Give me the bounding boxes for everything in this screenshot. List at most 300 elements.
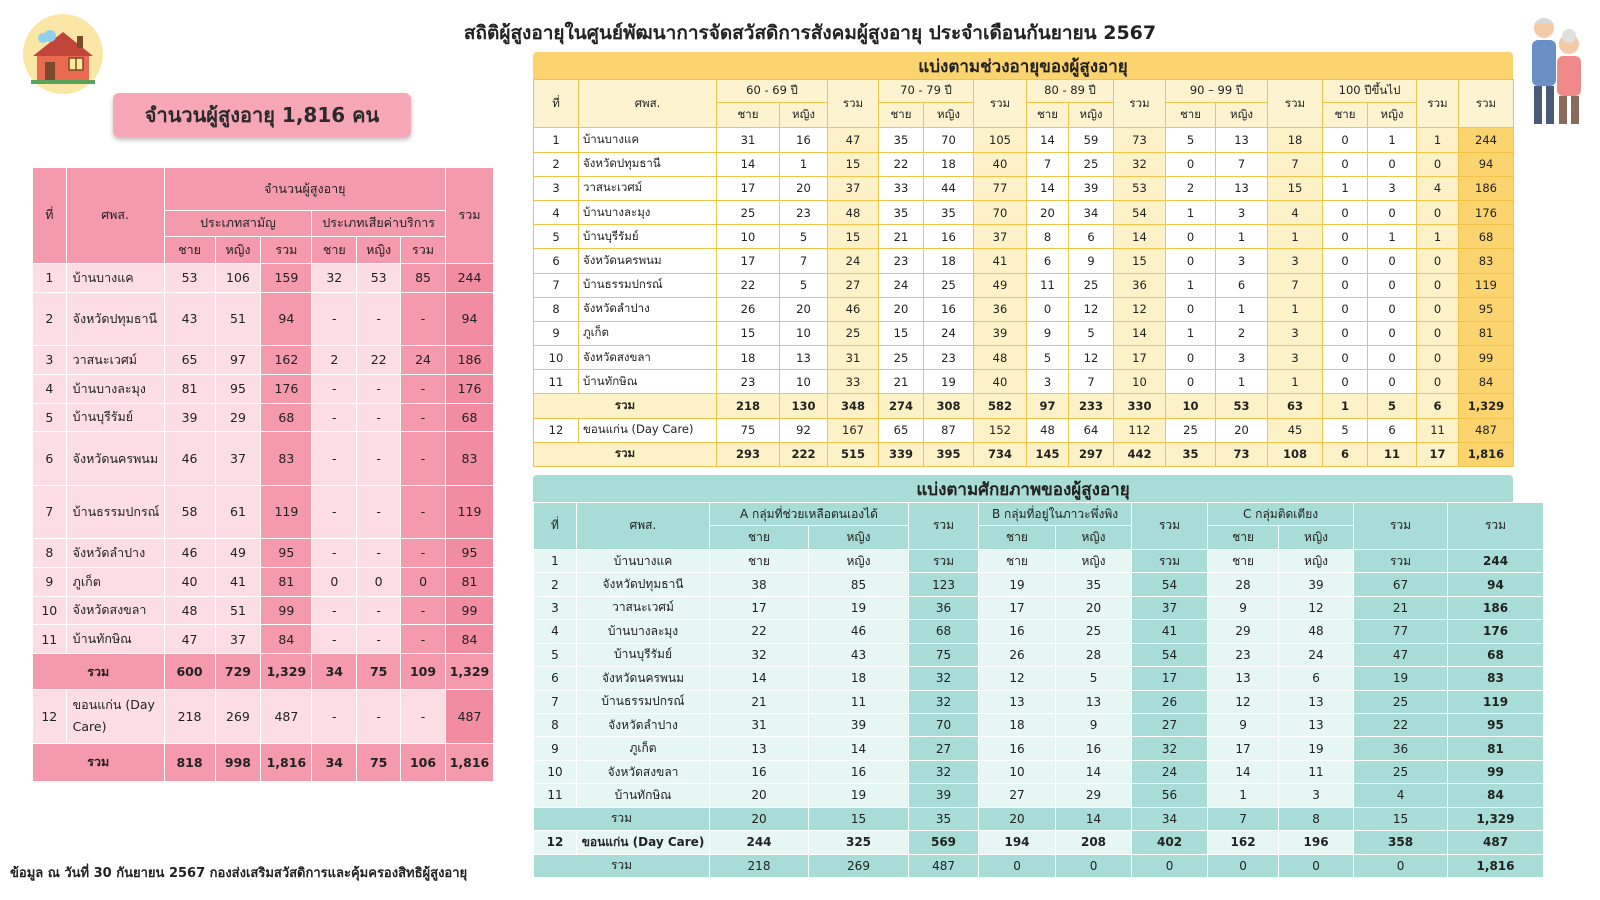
regular-value: 61: [215, 485, 261, 538]
group-value: 27: [909, 737, 979, 760]
group-value: 0: [1417, 370, 1459, 394]
group-value: 37: [974, 225, 1027, 249]
group-value: 85: [809, 573, 909, 596]
group-value: 3: [1216, 249, 1268, 273]
row-total: 244: [1459, 128, 1514, 152]
group-value: 28: [1208, 573, 1279, 596]
group-value: 244: [710, 831, 809, 854]
group-value: 14: [1114, 321, 1166, 345]
group-value: 12: [1208, 690, 1279, 713]
group-value: รวม: [909, 549, 979, 572]
regular-value: 58: [164, 485, 215, 538]
group-value: 18: [1268, 128, 1323, 152]
group-value: 19: [1279, 737, 1354, 760]
elderly-couple-icon: [1522, 10, 1592, 130]
center-name: ภูเก็ต: [66, 567, 164, 596]
group-value: 32: [710, 643, 809, 666]
group-value: 0: [1166, 370, 1216, 394]
regular-value: 818: [164, 743, 215, 781]
group-value: 0: [1417, 297, 1459, 321]
row-total: 81: [1459, 321, 1514, 345]
center-name: ขอนแก่น (Day Care): [577, 831, 710, 854]
group-value: 17: [1417, 442, 1459, 466]
group-value: 13: [1208, 667, 1279, 690]
paid-value: 0: [401, 567, 446, 596]
group-value: 1: [780, 152, 828, 176]
group-value: 39: [1069, 176, 1114, 200]
group-value: 35: [909, 807, 979, 830]
group-value: 13: [979, 690, 1056, 713]
group-value: 18: [717, 346, 780, 370]
header-sum: รวม: [974, 80, 1027, 128]
group-value: 18: [924, 152, 974, 176]
group-value: 23: [879, 249, 924, 273]
group-value: 20: [979, 807, 1056, 830]
header-male: ชาย: [1027, 103, 1069, 128]
group-value: 297: [1069, 442, 1114, 466]
group-value: 3: [1368, 176, 1417, 200]
row-total: 68: [1459, 225, 1514, 249]
group-value: 33: [879, 176, 924, 200]
group-value: 14: [1056, 807, 1132, 830]
group-value: 41: [974, 249, 1027, 273]
paid-value: -: [312, 538, 357, 567]
header-regular-type: ประเภทสามัญ: [164, 210, 312, 237]
paid-value: -: [312, 485, 357, 538]
group-value: ชาย: [710, 549, 809, 572]
center-name: จังหวัดปทุมธานี: [66, 292, 164, 345]
group-value: 0: [1323, 346, 1368, 370]
group-value: 16: [1056, 737, 1132, 760]
group-value: ชาย: [1208, 549, 1279, 572]
group-value: 22: [710, 620, 809, 643]
group-value: 269: [809, 854, 909, 877]
group-value: 73: [1216, 442, 1268, 466]
row-number: 6: [534, 667, 577, 690]
regular-value: 40: [164, 567, 215, 596]
paid-value: 106: [401, 743, 446, 781]
center-name: ขอนแก่น (Day Care): [579, 418, 717, 442]
header-group: B กลุ่มที่อยู่ในภาวะพึ่งพิง: [979, 503, 1132, 526]
row-number: 11: [534, 370, 579, 394]
group-value: 6: [1216, 273, 1268, 297]
table-row: [534, 596, 1544, 619]
paid-value: -: [401, 596, 446, 625]
row-number: 10: [33, 596, 67, 625]
regular-value: 29: [215, 403, 261, 432]
row-total: 176: [446, 374, 494, 403]
group-value: 67: [1354, 573, 1448, 596]
group-value: 35: [879, 200, 924, 224]
group-value: 0: [1323, 321, 1368, 345]
center-name: ขอนแก่น (Day Care): [66, 690, 164, 743]
group-value: 13: [1056, 690, 1132, 713]
center-name: บ้านบางแค: [577, 549, 710, 572]
table-row: [534, 831, 1544, 854]
group-value: รวม: [1354, 549, 1448, 572]
row-number: 3: [534, 596, 577, 619]
group-value: 293: [717, 442, 780, 466]
header-sum: รวม: [1132, 503, 1208, 550]
group-value: 13: [1279, 690, 1354, 713]
regular-value: 81: [164, 374, 215, 403]
group-value: 54: [1114, 200, 1166, 224]
regular-value: 65: [164, 346, 215, 375]
group-value: 0: [1208, 854, 1279, 877]
group-value: 0: [1417, 249, 1459, 273]
paid-value: -: [357, 625, 401, 654]
group-value: 4: [1354, 784, 1448, 807]
header-male: ชาย: [312, 237, 357, 264]
table-row: [33, 403, 494, 432]
group-value: 12: [979, 667, 1056, 690]
group-value: 0: [1323, 297, 1368, 321]
row-total: 176: [1459, 200, 1514, 224]
group-value: 1: [1216, 297, 1268, 321]
group-value: 0: [1417, 152, 1459, 176]
row-number: 7: [33, 485, 67, 538]
group-value: 27: [828, 273, 879, 297]
row-total: 83: [1448, 667, 1544, 690]
group-value: 70: [974, 200, 1027, 224]
group-value: 25: [1069, 152, 1114, 176]
group-value: 3: [1027, 370, 1069, 394]
header-group: C กลุ่มติดเตียง: [1208, 503, 1354, 526]
paid-value: 0: [357, 567, 401, 596]
center-name: บ้านบางละมุง: [66, 374, 164, 403]
table-row: [534, 737, 1544, 760]
group-value: 20: [1056, 596, 1132, 619]
group-value: 97: [1027, 394, 1069, 418]
group-value: 20: [879, 297, 924, 321]
group-value: 13: [1279, 713, 1354, 736]
row-number: 9: [534, 321, 579, 345]
group-value: 25: [1056, 620, 1132, 643]
header-male: ชาย: [979, 526, 1056, 549]
table-row: [33, 596, 494, 625]
group-value: 194: [979, 831, 1056, 854]
group-value: 16: [710, 760, 809, 783]
group-value: 63: [1268, 394, 1323, 418]
group-value: 1: [1166, 200, 1216, 224]
regular-value: 37: [215, 432, 261, 485]
regular-value: 49: [215, 538, 261, 567]
row-total: 95: [1459, 297, 1514, 321]
group-value: 35: [879, 128, 924, 152]
row-number: 3: [534, 176, 579, 200]
group-value: 10: [1114, 370, 1166, 394]
group-value: 1: [1216, 225, 1268, 249]
group-value: 0: [1368, 249, 1417, 273]
group-value: 569: [909, 831, 979, 854]
header-female: หญิง: [1056, 526, 1132, 549]
group-value: 10: [1166, 394, 1216, 418]
row-number: 2: [33, 292, 67, 345]
paid-value: -: [312, 403, 357, 432]
group-value: 36: [909, 596, 979, 619]
capability-section-title: แบ่งตามศักยภาพของผู้สูงอายุ: [533, 475, 1513, 502]
summary-label: รวม: [33, 743, 165, 781]
group-value: 29: [1056, 784, 1132, 807]
group-value: 3: [1268, 321, 1323, 345]
group-value: 0: [1279, 854, 1354, 877]
table-row: [534, 346, 1514, 370]
group-value: 54: [1132, 643, 1208, 666]
table-row: [33, 485, 494, 538]
paid-value: -: [401, 485, 446, 538]
data-source-note: ข้อมูล ณ วันที่ 30 กันยายน 2567 กองส่งเสริมสวัสดิการและคุ้มครองสิทธิผู้สูงอายุ: [10, 866, 468, 881]
group-value: 49: [974, 273, 1027, 297]
group-value: 13: [1216, 128, 1268, 152]
group-value: 1: [1323, 394, 1368, 418]
row-total: 487: [1459, 418, 1514, 442]
header-female: หญิง: [1279, 526, 1354, 549]
row-total: 68: [1448, 643, 1544, 666]
table-row: [33, 538, 494, 567]
group-value: 218: [717, 394, 780, 418]
row-total: 1,816: [1459, 442, 1514, 466]
row-total: 84: [1448, 784, 1544, 807]
group-value: 5: [1027, 346, 1069, 370]
paid-value: -: [401, 690, 446, 743]
paid-value: -: [401, 625, 446, 654]
center-name: จังหวัดปทุมธานี: [577, 573, 710, 596]
header-female: หญิง: [924, 103, 974, 128]
center-name: ภูเก็ต: [579, 321, 717, 345]
group-value: 31: [710, 713, 809, 736]
group-value: 73: [1114, 128, 1166, 152]
group-value: 1: [1368, 225, 1417, 249]
group-value: 20: [1216, 418, 1268, 442]
group-value: 5: [1368, 394, 1417, 418]
row-number: 9: [33, 567, 67, 596]
group-value: 20: [710, 807, 809, 830]
group-value: 7: [1268, 273, 1323, 297]
group-value: 32: [909, 667, 979, 690]
group-value: 65: [879, 418, 924, 442]
regular-value: 600: [164, 654, 215, 690]
group-value: 20: [1027, 200, 1069, 224]
row-total: 99: [446, 596, 494, 625]
summary-row: [534, 854, 1544, 877]
group-value: 6: [1069, 225, 1114, 249]
center-name: บ้านบุรีรัมย์: [66, 403, 164, 432]
table-row: [534, 784, 1544, 807]
regular-value: 119: [261, 485, 312, 538]
group-value: 14: [717, 152, 780, 176]
table-row: [33, 432, 494, 485]
group-value: 6: [1323, 442, 1368, 466]
group-value: 46: [809, 620, 909, 643]
center-name: บ้านธรรมปกรณ์: [577, 690, 710, 713]
group-value: 0: [1166, 346, 1216, 370]
group-value: 1: [1166, 321, 1216, 345]
regular-value: 51: [215, 292, 261, 345]
paid-value: 0: [312, 567, 357, 596]
group-value: 0: [1417, 346, 1459, 370]
row-total: 244: [1448, 549, 1544, 572]
center-name: ภูเก็ต: [577, 737, 710, 760]
group-value: 12: [1069, 297, 1114, 321]
paid-value: -: [357, 403, 401, 432]
group-value: 0: [1166, 249, 1216, 273]
group-value: 25: [1166, 418, 1216, 442]
summary-label: รวม: [534, 442, 717, 466]
group-value: 0: [1323, 128, 1368, 152]
paid-value: 109: [401, 654, 446, 690]
paid-value: -: [312, 374, 357, 403]
row-total: 487: [446, 690, 494, 743]
paid-value: -: [312, 690, 357, 743]
row-total: 186: [446, 346, 494, 375]
row-total: 119: [446, 485, 494, 538]
center-name: จังหวัดสงขลา: [579, 346, 717, 370]
group-value: 18: [924, 249, 974, 273]
header-elderly-count: จำนวนผู้สูงอายุ: [164, 168, 445, 211]
table-row: [33, 263, 494, 292]
summary-label: รวม: [534, 854, 710, 877]
group-value: 308: [924, 394, 974, 418]
regular-value: 269: [215, 690, 261, 743]
group-value: 6: [1279, 667, 1354, 690]
group-value: 13: [1216, 176, 1268, 200]
row-total: 84: [1459, 370, 1514, 394]
group-value: 47: [828, 128, 879, 152]
group-value: 22: [879, 152, 924, 176]
center-name: จังหวัดลำปาง: [577, 713, 710, 736]
regular-value: 39: [164, 403, 215, 432]
header-male: ชาย: [710, 526, 809, 549]
header-female: หญิง: [357, 237, 401, 264]
group-value: หญิง: [809, 549, 909, 572]
group-value: 0: [1368, 297, 1417, 321]
group-value: 4: [1417, 176, 1459, 200]
group-value: 14: [1114, 225, 1166, 249]
row-number: 2: [534, 573, 577, 596]
group-value: 0: [1323, 225, 1368, 249]
group-value: 0: [1323, 152, 1368, 176]
group-value: 22: [717, 273, 780, 297]
row-number: 3: [33, 346, 67, 375]
summary-label: รวม: [534, 807, 710, 830]
group-value: 9: [1208, 713, 1279, 736]
regular-value: 729: [215, 654, 261, 690]
row-total: 99: [1448, 760, 1544, 783]
group-value: 26: [717, 297, 780, 321]
header-male: ชาย: [1323, 103, 1368, 128]
table-row: [534, 200, 1514, 224]
header-sum: รวม: [261, 237, 312, 264]
header-group: 100 ปีขึ้นไป: [1323, 80, 1417, 103]
page-title: สถิติผู้สูงอายุในศูนย์พัฒนาการจัดสวัสดิการสังคมผู้สูงอายุ ประจำเดือนกันยายน 2567: [463, 22, 1157, 44]
group-value: 24: [828, 249, 879, 273]
table-row: [33, 567, 494, 596]
table-row: [534, 273, 1514, 297]
center-name: จังหวัดนครพนม: [579, 249, 717, 273]
group-value: 11: [1368, 442, 1417, 466]
group-value: หญิง: [1279, 549, 1354, 572]
group-value: 5: [1166, 128, 1216, 152]
group-value: 32: [909, 690, 979, 713]
group-value: 5: [780, 273, 828, 297]
center-name: วาสนะเวศม์: [579, 176, 717, 200]
group-value: 0: [1354, 854, 1448, 877]
group-value: 14: [710, 667, 809, 690]
regular-value: 1,816: [261, 743, 312, 781]
group-value: 24: [924, 321, 974, 345]
center-name: บ้านธรรมปกรณ์: [579, 273, 717, 297]
row-total: 244: [446, 263, 494, 292]
group-value: 24: [879, 273, 924, 297]
group-value: 64: [1069, 418, 1114, 442]
center-name: จังหวัดปทุมธานี: [579, 152, 717, 176]
group-value: 19: [1354, 667, 1448, 690]
elderly-count-banner: จำนวนผู้สูงอายุ 1,816 คน: [113, 93, 411, 137]
header-male: ชาย: [164, 237, 215, 264]
regular-value: 84: [261, 625, 312, 654]
summary-row: [33, 743, 494, 781]
group-value: 6: [1368, 418, 1417, 442]
group-value: 15: [717, 321, 780, 345]
group-value: 1: [1268, 225, 1323, 249]
group-value: 18: [979, 713, 1056, 736]
group-value: 1: [1216, 370, 1268, 394]
group-value: 0: [1368, 346, 1417, 370]
group-value: 23: [924, 346, 974, 370]
table-row: [33, 346, 494, 375]
group-value: 16: [924, 297, 974, 321]
regular-value: 159: [261, 263, 312, 292]
paid-value: 34: [312, 743, 357, 781]
group-value: 0: [1132, 854, 1208, 877]
header-male: ชาย: [879, 103, 924, 128]
regular-value: 97: [215, 346, 261, 375]
row-total: 94: [1459, 152, 1514, 176]
paid-value: -: [401, 292, 446, 345]
group-value: 196: [1279, 831, 1354, 854]
header-paid-type: ประเภทเสียค่าบริการ: [312, 210, 446, 237]
group-value: 36: [1354, 737, 1448, 760]
row-number: 4: [534, 200, 579, 224]
group-value: 17: [979, 596, 1056, 619]
table-row: [534, 713, 1544, 736]
row-total: 68: [446, 403, 494, 432]
group-value: 25: [1069, 273, 1114, 297]
group-value: 25: [828, 321, 879, 345]
row-total: 81: [1448, 737, 1544, 760]
group-value: 0: [1417, 321, 1459, 345]
row-number: 5: [534, 225, 579, 249]
header-no: ที่: [534, 503, 577, 550]
header-center: ศพส.: [577, 503, 710, 550]
group-value: 40: [974, 152, 1027, 176]
row-number: 4: [534, 620, 577, 643]
group-value: 11: [1279, 760, 1354, 783]
group-value: 48: [974, 346, 1027, 370]
table-row: [534, 249, 1514, 273]
group-value: 3: [1216, 346, 1268, 370]
group-value: 7: [1208, 807, 1279, 830]
group-value: 17: [710, 596, 809, 619]
header-female: หญิง: [780, 103, 828, 128]
group-value: 25: [879, 346, 924, 370]
summary-row: [534, 807, 1544, 830]
center-name: จังหวัดสงขลา: [66, 596, 164, 625]
group-value: 12: [1069, 346, 1114, 370]
group-value: 31: [828, 346, 879, 370]
group-value: 17: [717, 176, 780, 200]
regular-value: 95: [261, 538, 312, 567]
